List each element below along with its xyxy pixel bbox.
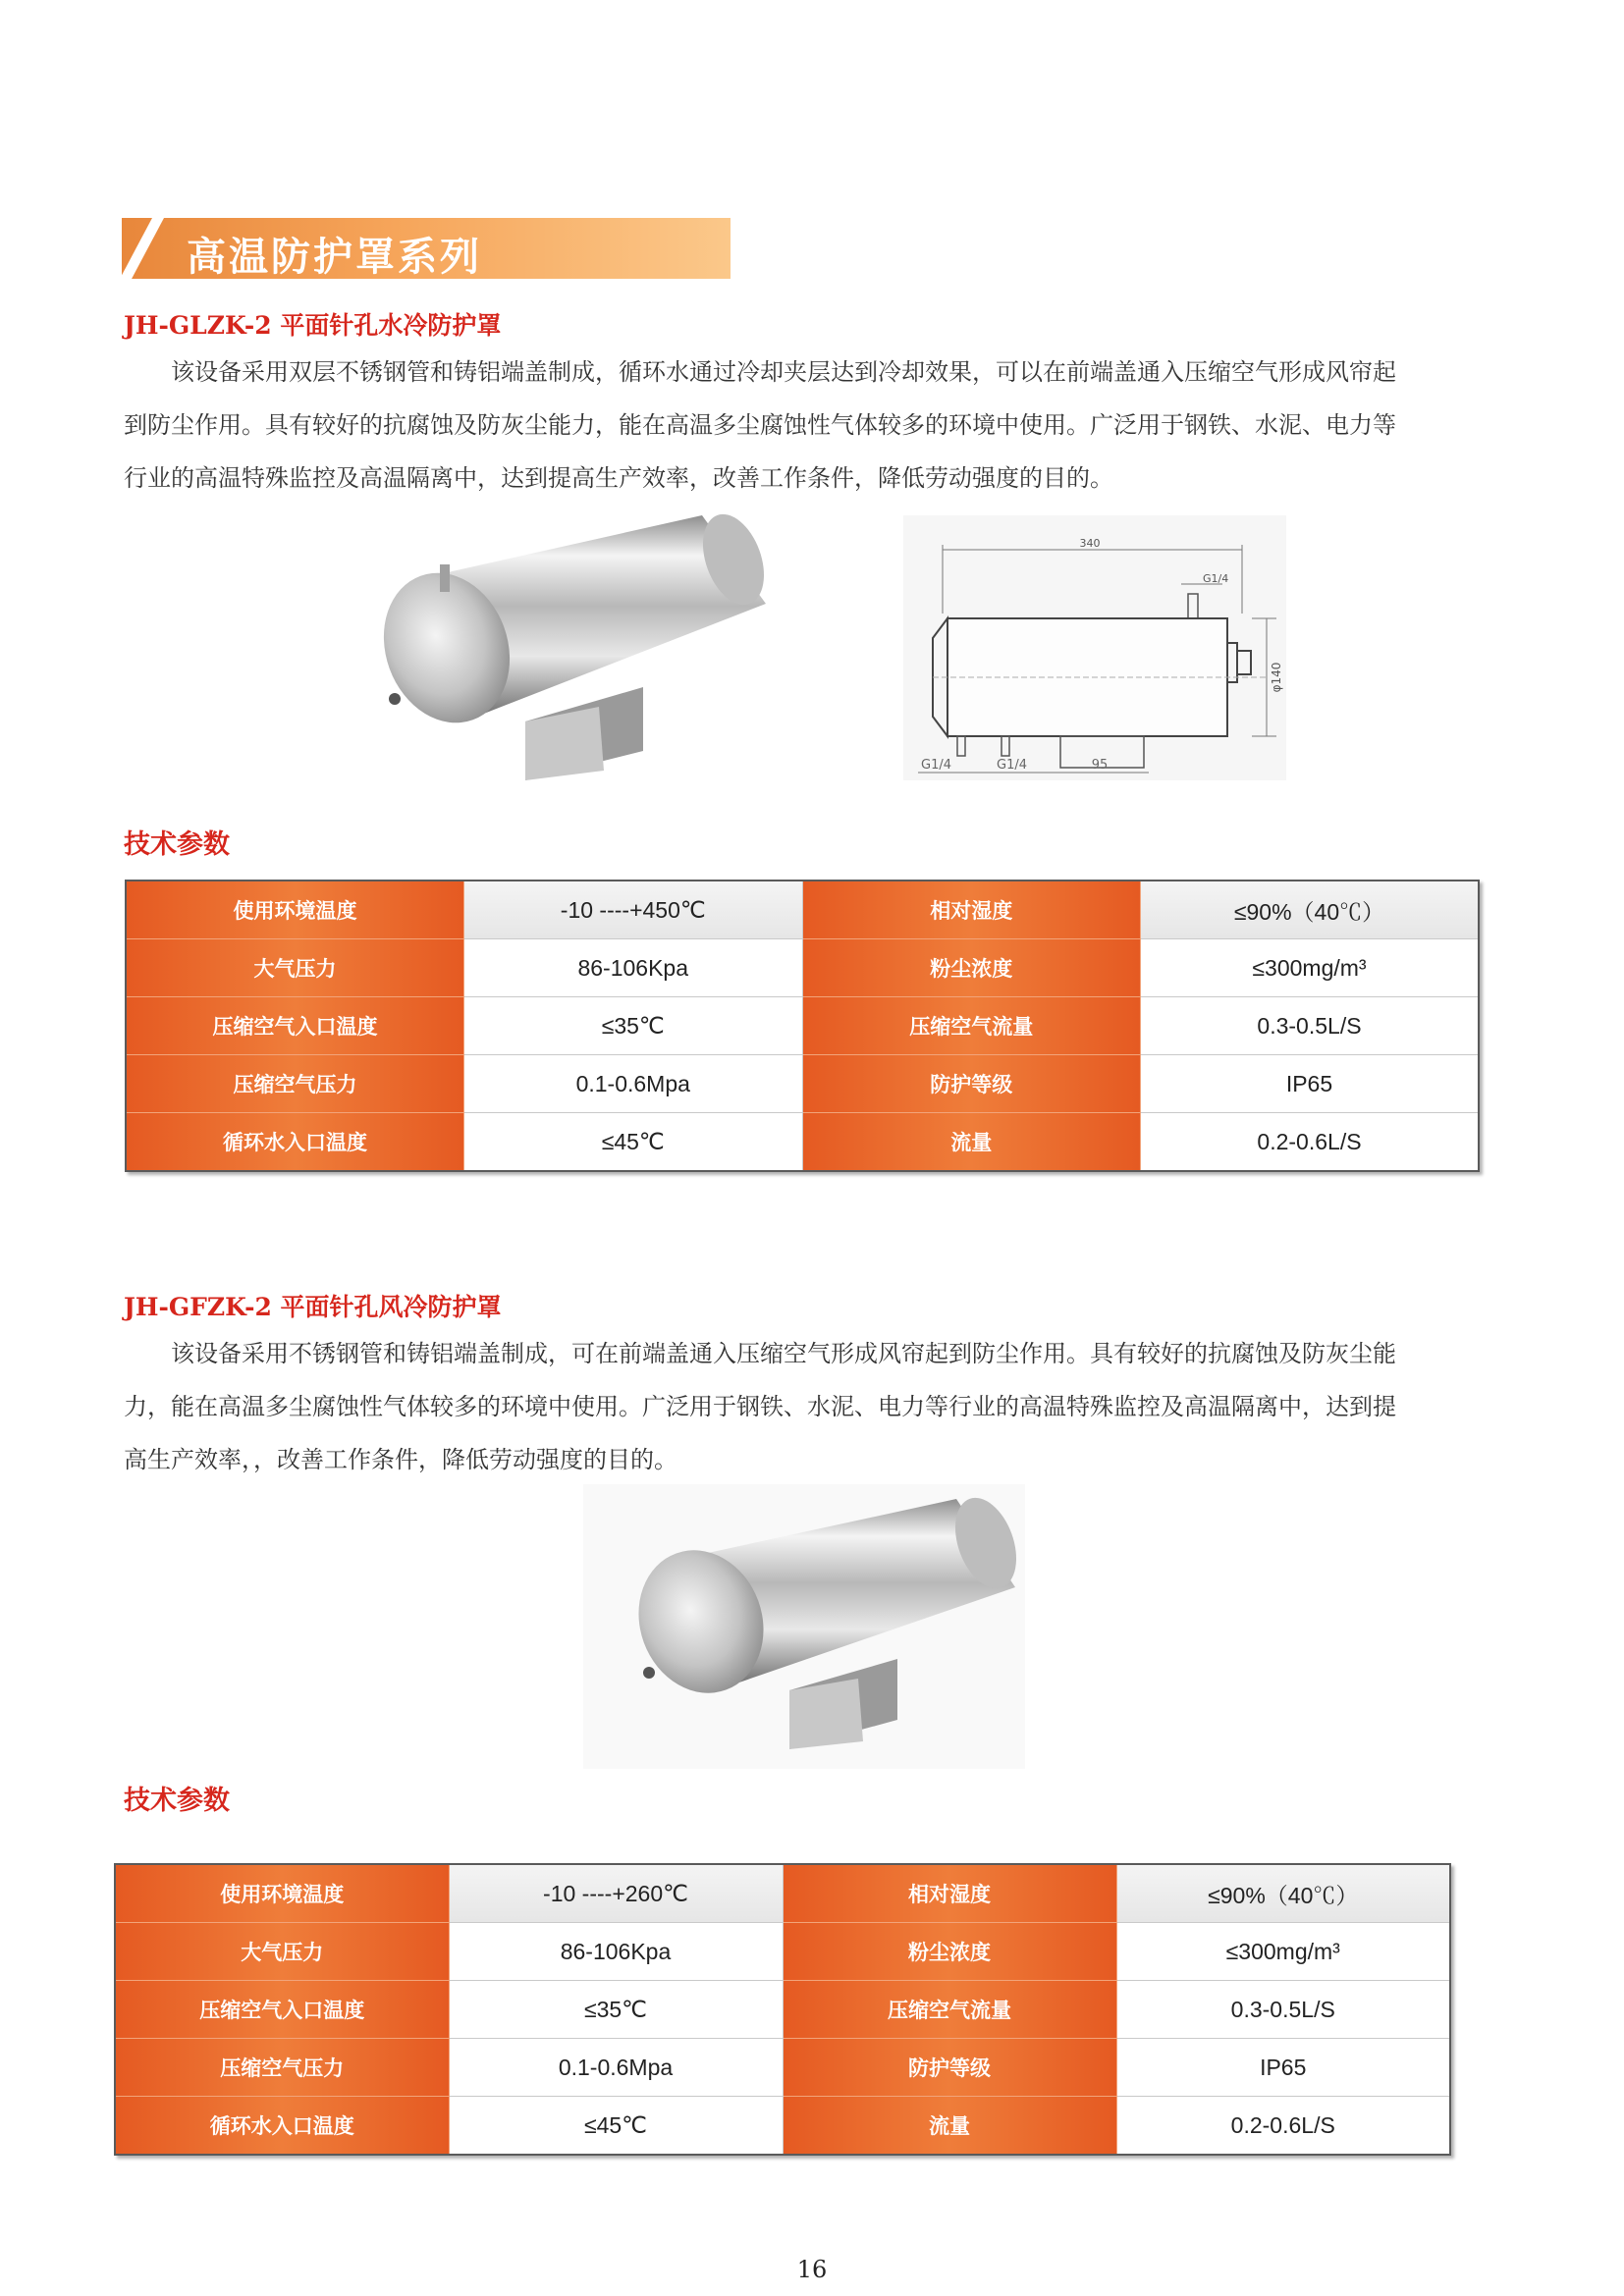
- page-number: 16: [796, 2256, 828, 2283]
- spec-value-cell: ≤45℃: [464, 1113, 803, 1172]
- spec-value-cell: ≤90%（40℃）: [1141, 881, 1480, 939]
- spec-value-cell: ≤300mg/m³: [1141, 939, 1480, 997]
- spec-label-cell: 相对湿度: [783, 1864, 1116, 1923]
- spec-label-cell: 压缩空气压力: [126, 1055, 464, 1113]
- spec-label-cell: 流量: [783, 2097, 1116, 2156]
- product-1-drawing: [903, 515, 1286, 780]
- spec-label-cell: 大气压力: [126, 939, 464, 997]
- spec-value-cell: ≤35℃: [464, 997, 803, 1055]
- spec-label-cell: 使用环境温度: [126, 881, 464, 939]
- spec-value-cell: 0.3-0.5L/S: [1141, 997, 1480, 1055]
- product-1-spec-table: [125, 880, 1480, 1172]
- spec-label-cell: 大气压力: [115, 1923, 449, 1981]
- spec-label-cell: 压缩空气压力: [115, 2039, 449, 2097]
- description-line: 高生产效率，，改善工作条件，降低劳动强度的目的。: [124, 1446, 677, 1473]
- spec-value-cell: 0.2-0.6L/S: [1116, 2097, 1450, 2156]
- spec-value-cell: IP65: [1116, 2039, 1450, 2097]
- description-line: 力，能在高温多尘腐蚀性气体较多的环境中使用。广泛用于钢铁、水泥、电力等行业的高温特殊监控及高温隔离中，达到提: [124, 1393, 1396, 1420]
- spec-value-cell: 0.3-0.5L/S: [1116, 1981, 1450, 2039]
- spec-value-cell: ≤35℃: [449, 1981, 783, 2039]
- spec-value-cell: -10 ----+260℃: [449, 1864, 783, 1923]
- series-banner: [122, 218, 731, 279]
- product-1-spec-label: 技术参数: [124, 829, 230, 860]
- table-row: [115, 1981, 1450, 2039]
- spec-label-cell: 压缩空气入口温度: [115, 1981, 449, 2039]
- table-row: [115, 2039, 1450, 2097]
- spec-label-cell: 压缩空气流量: [802, 997, 1141, 1055]
- spec-label-cell: 压缩空气流量: [783, 1981, 1116, 2039]
- drawing-length-label: 340: [1079, 537, 1101, 550]
- spec-value-cell: -10 ----+450℃: [464, 881, 803, 939]
- banner-slash-decoration: [116, 212, 167, 287]
- spec-label-cell: 循环水入口温度: [126, 1113, 464, 1172]
- spec-value-cell: 86-106Kpa: [464, 939, 803, 997]
- spec-label-cell: 循环水入口温度: [115, 2097, 449, 2156]
- spec-value-cell: 0.1-0.6Mpa: [464, 1055, 803, 1113]
- table-row: [126, 1113, 1479, 1172]
- spec-value-cell: 0.2-0.6L/S: [1141, 1113, 1480, 1172]
- spec-label-cell: 使用环境温度: [115, 1864, 449, 1923]
- product-1-photo: [349, 510, 781, 795]
- product-2-spec-label: 技术参数: [124, 1786, 230, 1816]
- product-2-description: [124, 1327, 1481, 1486]
- spec-value-cell: ≤45℃: [449, 2097, 783, 2156]
- table-row: [115, 1864, 1450, 1923]
- product-2-photo: [583, 1484, 1025, 1769]
- table-row: [115, 1923, 1450, 1981]
- drawing-top-port-label: G1/4: [1203, 572, 1229, 585]
- description-line: 行业的高温特殊监控及高温隔离中，达到提高生产效率，改善工作条件，降低劳动强度的目的。: [124, 464, 1113, 492]
- drawing-diameter-label: φ140: [1270, 662, 1283, 693]
- spec-label-cell: 压缩空气入口温度: [126, 997, 464, 1055]
- table-row: [126, 881, 1479, 939]
- table-row: [126, 1055, 1479, 1113]
- table-row: [126, 997, 1479, 1055]
- product-2-spec-table: [114, 1863, 1451, 2156]
- product-1-title: JH-GLZK-2 平面针孔水冷防护罩: [124, 311, 502, 340]
- product-1-description: [124, 346, 1481, 505]
- table-row: [126, 939, 1479, 997]
- series-title: 高温防护罩系列: [187, 235, 482, 280]
- spec-label-cell: 粉尘浓度: [802, 939, 1141, 997]
- spec-value-cell: ≤90%（40℃）: [1116, 1864, 1450, 1923]
- spec-label-cell: 流量: [802, 1113, 1141, 1172]
- spec-value-cell: 86-106Kpa: [449, 1923, 783, 1981]
- drawing-port-2-label: G1/4: [997, 758, 1027, 773]
- spec-label-cell: 防护等级: [783, 2039, 1116, 2097]
- product-2-title: JH-GFZK-2 平面针孔风冷防护罩: [124, 1293, 502, 1321]
- spec-value-cell: 0.1-0.6Mpa: [449, 2039, 783, 2097]
- spec-label-cell: 相对湿度: [802, 881, 1141, 939]
- spec-label-cell: 防护等级: [802, 1055, 1141, 1113]
- drawing-port-1-label: G1/4: [921, 758, 951, 773]
- drawing-mount-label: 95: [1091, 758, 1109, 773]
- spec-value-cell: ≤300mg/m³: [1116, 1923, 1450, 1981]
- description-line: 该设备采用双层不锈钢管和铸铝端盖制成，循环水通过冷却夹层达到冷却效果，可以在前端盖通入压缩空气形成风帘起: [124, 358, 1396, 386]
- spec-label-cell: 粉尘浓度: [783, 1923, 1116, 1981]
- table-row: [115, 2097, 1450, 2156]
- spec-value-cell: IP65: [1141, 1055, 1480, 1113]
- description-line: 到防尘作用。具有较好的抗腐蚀及防灰尘能力，能在高温多尘腐蚀性气体较多的环境中使用。广泛用于钢铁、水泥、电力等: [124, 411, 1396, 439]
- description-line: 该设备采用不锈钢管和铸铝端盖制成，可在前端盖通入压缩空气形成风帘起到防尘作用。具有较好的抗腐蚀及防灰尘能: [124, 1340, 1396, 1367]
